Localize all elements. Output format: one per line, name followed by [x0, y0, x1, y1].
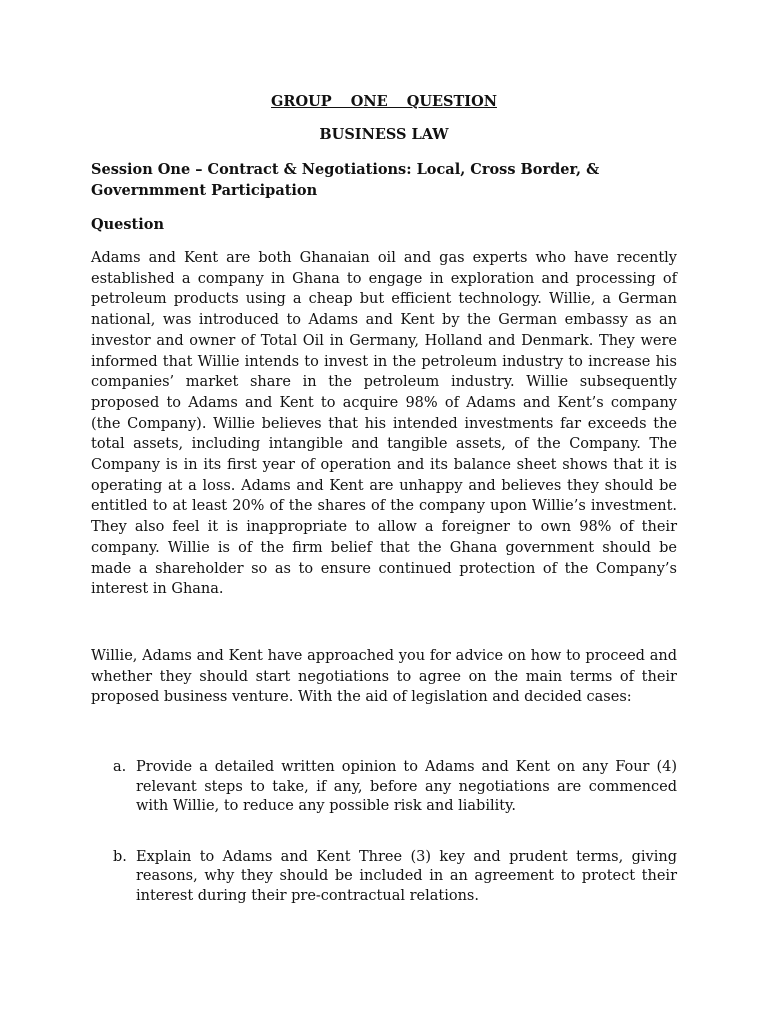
instruction-paragraph: Willie, Adams and Kent have approached you for advice on how to proceed and whether they should start negotiations to agree on the main terms of their proposed business venture. With the aid of legislation and decided cases: — [91, 647, 677, 706]
list-marker: a. — [113, 759, 127, 776]
list-item-text: Explain to Adams and Kent Three (3) key and prudent terms, giving reasons, why they should be included in an agreement to protect their interest during their pre-contractual relations. — [136, 848, 677, 904]
session-heading: Session One – Contract & Negotiations: Local, Cross Border, & Governmment Participation — [91, 161, 600, 199]
document-page — [91, 92, 677, 906]
list-item — [91, 758, 677, 817]
question-list — [91, 758, 677, 906]
question-heading: Question — [91, 216, 164, 233]
list-marker: b. — [113, 848, 127, 865]
subject-title: BUSINESS LAW — [319, 126, 449, 143]
scenario-paragraph: Adams and Kent are both Ghanaian oil and gas experts who have recently established a company in Ghana to engage in exploration and processing of petroleum products using a cheap but efficient technology. Willie, a German national, was introduced to Adams and Kent by the German embassy as an investor and owner of Total Oil in Germany, Holland and Denmark. They were informed that Willie intends to invest in the petroleum industry to increase his companies’ market share in the petroleum industry. Willie subsequently proposed to Adams and Kent to acquire 98% of Adams and Kent’s company (the Company). Willie believes that his intended investments far exceeds the total assets, including intangible and tangible assets, of the Company. The Company is in its first year of operation and its balance sheet shows that it is operating at a loss. Adams and Kent are unhappy and believes they should be entitled to at least 20% of the shares of the company upon Willie’s investment. They also feel it is inappropriate to allow a foreigner to own 98% of their company. Willie is of the firm belief that the Ghana government should be made a shareholder so as to ensure continued protection of the Company’s interest in Ghana. — [91, 250, 677, 598]
document-title: GROUP ONE QUESTION — [271, 93, 497, 110]
list-item-text: Provide a detailed written opinion to Adams and Kent on any Four (4) relevant steps to take, if any, before any negotiations are commenced with Willie, to reduce any possible risk and liability. — [136, 759, 677, 815]
list-item — [91, 848, 677, 907]
